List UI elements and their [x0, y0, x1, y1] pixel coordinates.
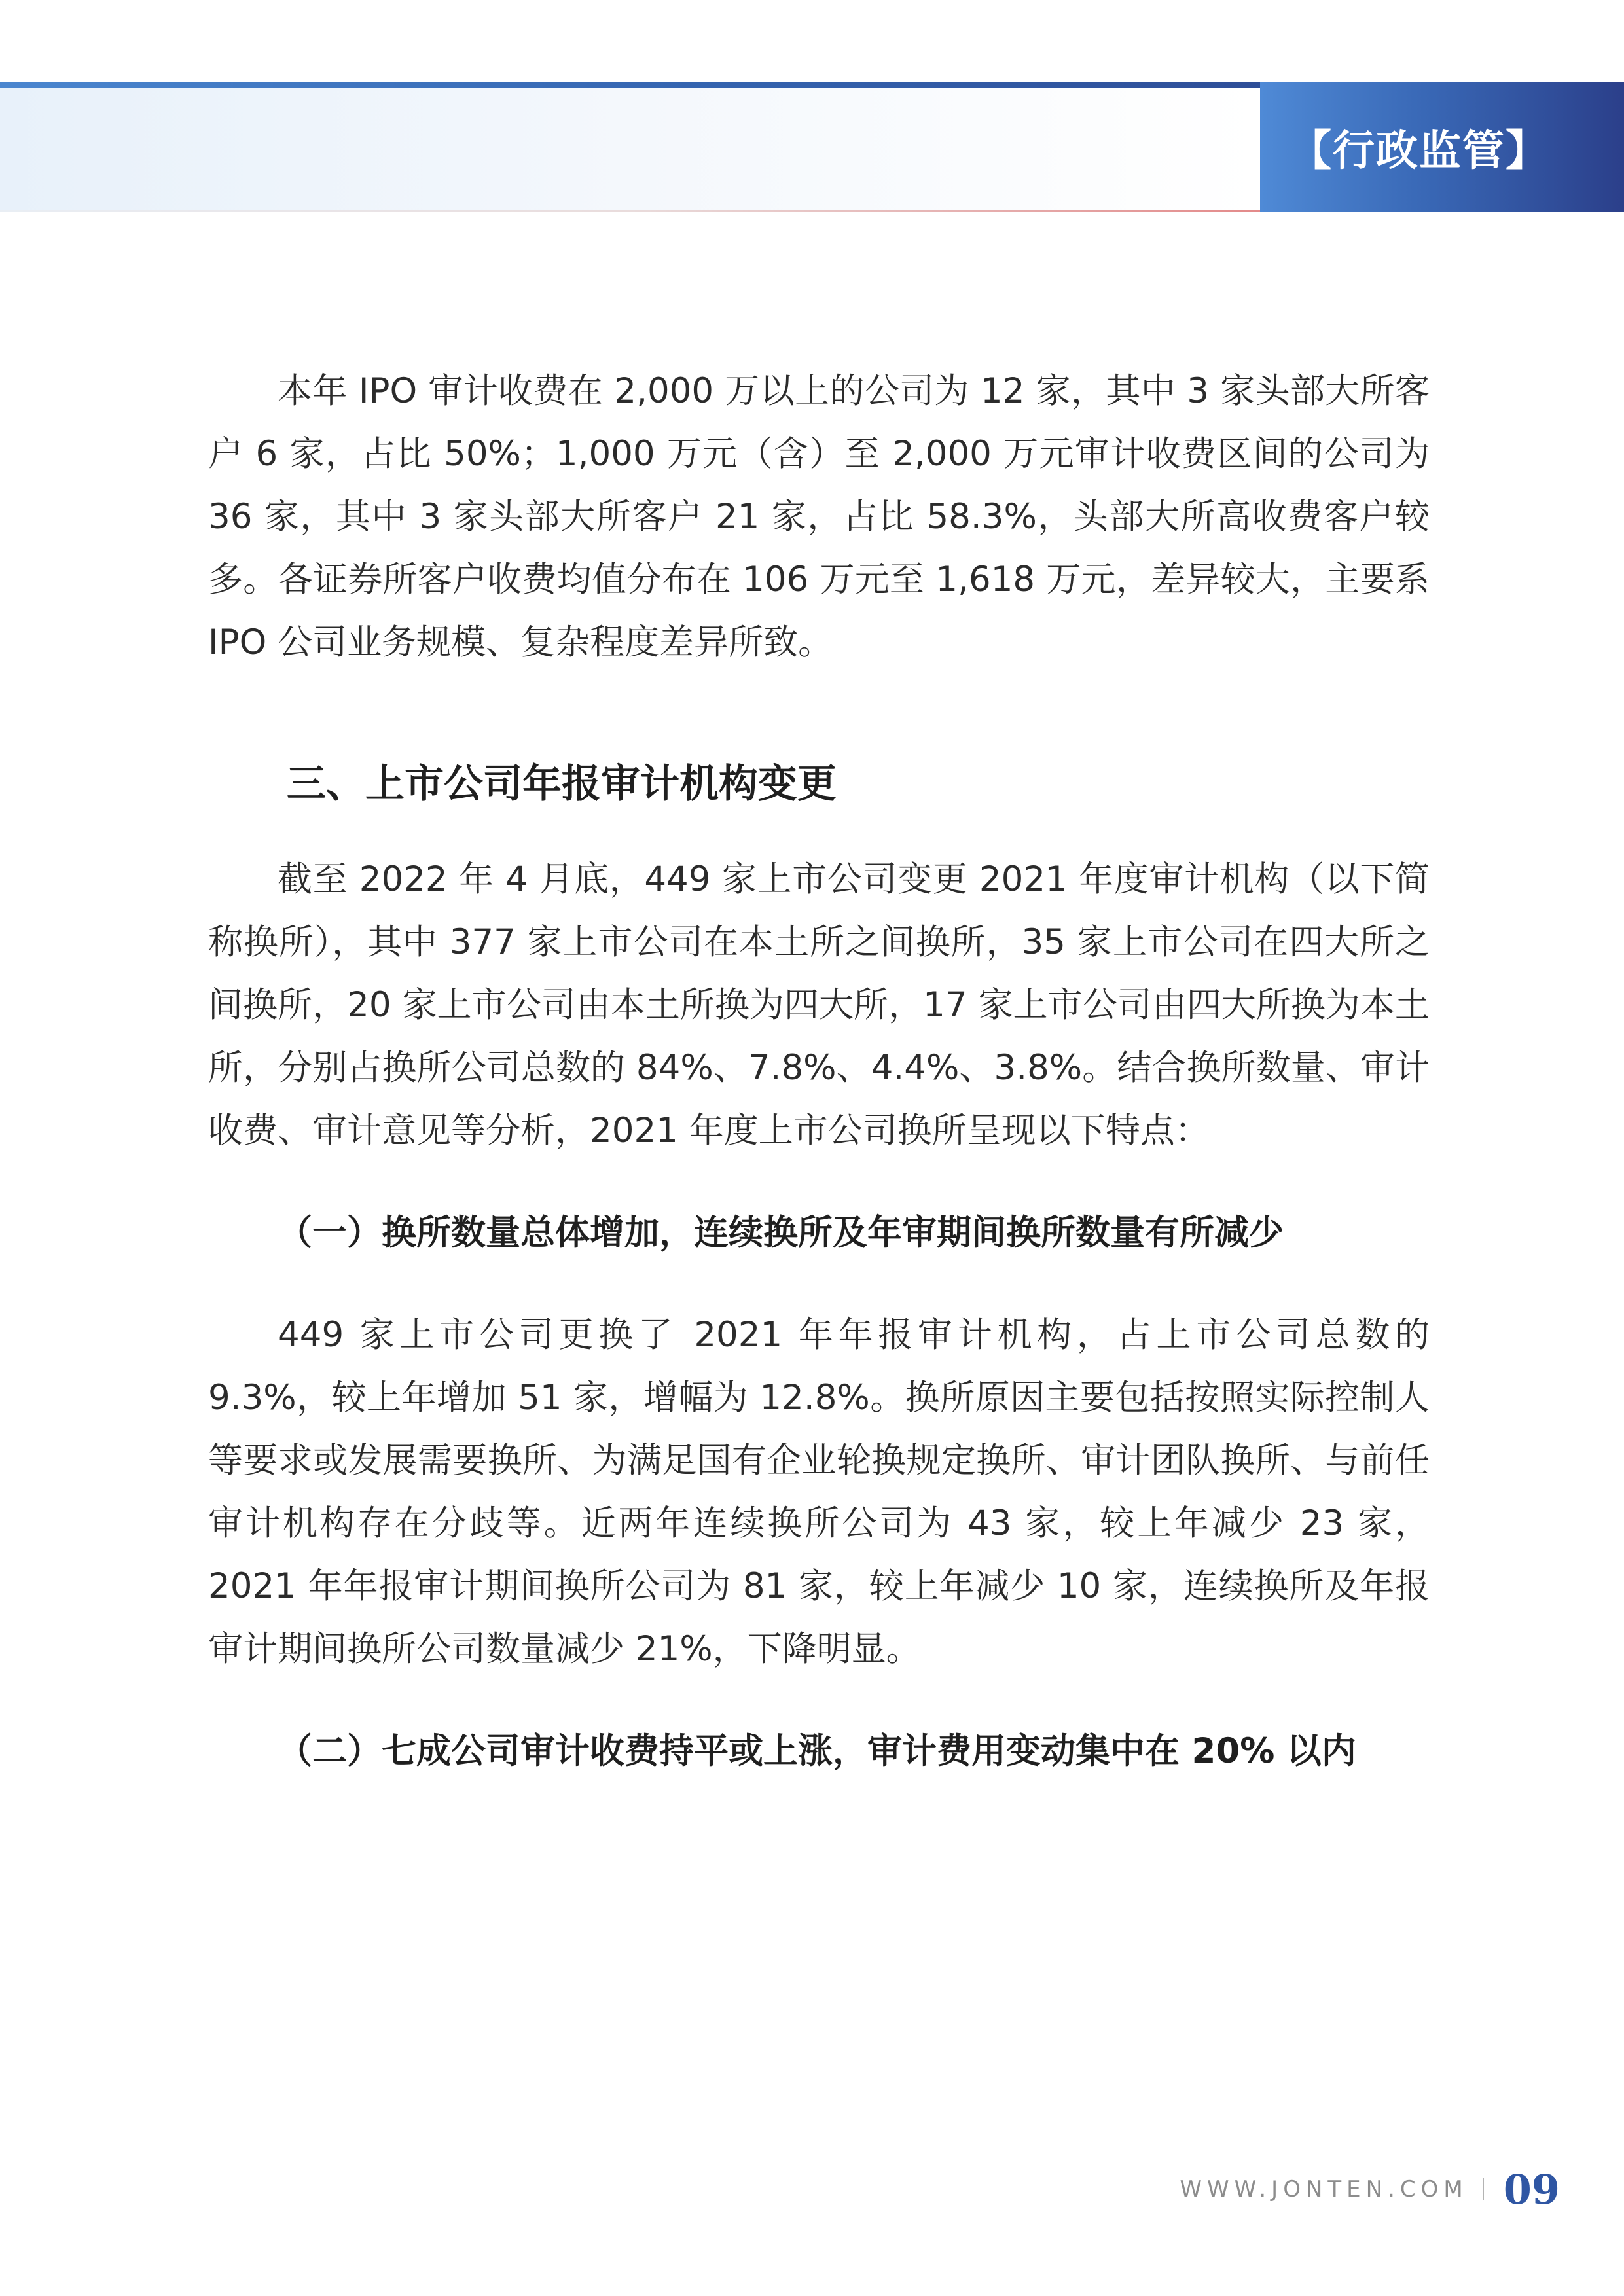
spacer — [208, 674, 1430, 753]
section-tag-banner — [1260, 82, 1624, 212]
section-tag-label: 【行政监管】 — [1290, 126, 1549, 175]
website-link[interactable]: WWW.JONTEN.COM — [1180, 2176, 1468, 2202]
subsection-2-heading: （二）七成公司审计收费持平或上涨，审计费用变动集中在 20% 以内 — [278, 1731, 1356, 1771]
spacer — [208, 1162, 1430, 1202]
section-heading: 三、上市公司年报审计机构变更 — [287, 761, 837, 807]
footer-divider — [1483, 2178, 1484, 2200]
section-paragraph: 截至 2022 年 4 月底，449 家上市公司变更 2021 年度审计机构（以下简称换所），其中 377 家上市公司在本土所之间换所，35 家上市公司在四大所之间换所，20 家上市公司由本土所换为四大所，17 家上市公司由四大所换为本土所，分别占换所公司总数的 84%、7.8%、4.4%、3.8%。结合换所数量、审计收费、审计意见等分析，2021 年度上市公司换所呈现以下特点： — [208, 859, 1430, 1151]
intro-paragraph: 本年 IPO 审计收费在 2,000 万以上的公司为 12 家，其中 3 家头部大所客户 6 家，占比 50%；1,000 万元（含）至 2,000 万元审计收费区间的公司为 36 家，其中 3 家头部大所客户 21 家，占比 58.3%，头部大所高收费客户较多。各证券所客户收费均值分布在 106 万元至 1,618 万元，差异较大，主要系 IPO 公司业务规模、复杂程度差异所致。 — [208, 371, 1430, 662]
header-bottom-rule — [0, 210, 1260, 212]
spacer — [208, 1265, 1430, 1304]
header-top-rule — [0, 82, 1260, 88]
spacer — [208, 816, 1430, 848]
header-band — [0, 88, 1260, 211]
page-number: 09 — [1503, 2165, 1560, 2214]
subsection-1-paragraph: 449 家上市公司更换了 2021 年年报审计机构，占上市公司总数的 9.3%，较上年增加 51 家，增幅为 12.8%。换所原因主要包括按照实际控制人等要求或发展需要换所、为满足国有企业轮换规定换所、审计团队换所、与前任审计机构存在分歧等。近两年连续换所公司为 43 家，较上年减少 23 家，2021 年年报审计期间换所公司为 81 家，较上年减少 10 家，连续换所及年报审计期间换所公司数量减少 21%，下降明显。 — [208, 1315, 1430, 1669]
page-content — [208, 360, 1430, 1783]
subsection-1-heading: （一）换所数量总体增加，连续换所及年审期间换所数量有所减少 — [278, 1213, 1284, 1253]
page-footer — [1180, 2160, 1560, 2219]
spacer — [208, 1681, 1430, 1720]
